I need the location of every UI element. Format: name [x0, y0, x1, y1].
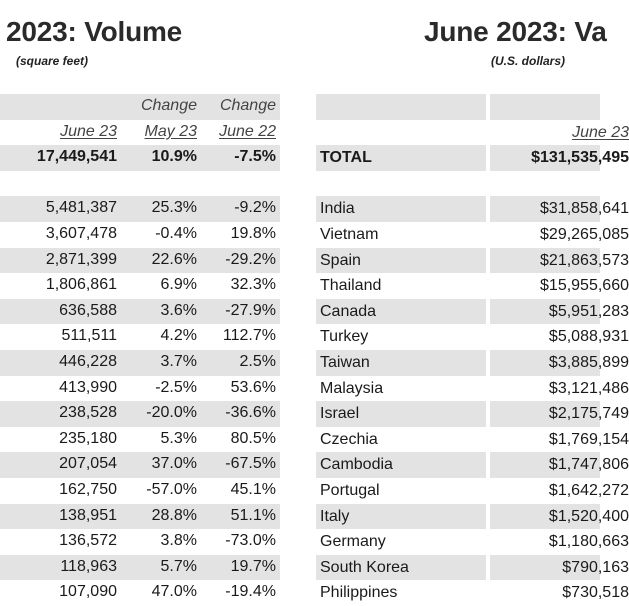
table-row: [0, 273, 280, 299]
yoy-change-cell: -67.5%: [225, 455, 276, 473]
table-row: [316, 427, 629, 453]
value-cell: $5,088,931: [548, 328, 629, 346]
value-subtitle: (U.S. dollars): [491, 54, 566, 68]
value-title: June 2023: Va: [424, 16, 607, 47]
value-cell: $5,951,283: [548, 302, 629, 320]
col-june23-label: June 23: [60, 122, 117, 140]
value-spacer-row: [316, 171, 600, 197]
col-june22-label: June 22: [219, 122, 276, 140]
table-row: [0, 529, 280, 555]
volume-cell: 2,871,399: [45, 250, 117, 268]
volume-cell: 3,607,478: [45, 224, 117, 242]
yoy-change-cell: -73.0%: [225, 532, 276, 550]
country-cell: South Korea: [320, 558, 409, 576]
value-cell: $790,163: [562, 558, 629, 576]
table-row: [316, 452, 629, 478]
value-table: [316, 94, 629, 606]
volume-cell: 118,963: [60, 557, 117, 575]
mom-change-cell: 28.8%: [151, 506, 197, 524]
volume-cell: 207,054: [59, 455, 117, 473]
mom-change-cell: 25.3%: [151, 199, 197, 217]
table-row: [0, 427, 280, 453]
value-cell: $31,858,641: [540, 200, 629, 218]
country-cell: Cambodia: [320, 456, 393, 474]
country-cell: Taiwan: [320, 353, 370, 371]
total-label: TOTAL: [320, 149, 372, 167]
country-cell: Germany: [320, 533, 386, 551]
table-row: [0, 555, 280, 581]
table-row: [316, 222, 629, 248]
volume-cell: 235,180: [59, 429, 117, 447]
table-row: [316, 580, 629, 606]
yoy-change-cell: 45.1%: [230, 480, 276, 498]
volume-cell: 238,528: [59, 404, 117, 422]
change-header-2: Change: [219, 97, 276, 114]
table-row: [0, 350, 280, 376]
total-yoy-change: -7.5%: [234, 148, 276, 166]
table-row: [316, 350, 629, 376]
value-subheader-row: [316, 120, 629, 146]
yoy-change-cell: 19.8%: [230, 224, 276, 242]
value-cell: $1,180,663: [548, 533, 629, 551]
total-mom-change: 10.9%: [151, 148, 197, 166]
volume-cell: 162,750: [59, 480, 117, 498]
table-row: [0, 478, 280, 504]
yoy-change-cell: 32.3%: [230, 276, 276, 294]
yoy-change-cell: 112.7%: [222, 327, 276, 345]
country-cell: Vietnam: [320, 225, 379, 243]
country-cell: India: [320, 200, 355, 218]
table-row: [316, 299, 629, 325]
volume-table: [0, 94, 280, 606]
table-row: [316, 555, 629, 581]
yoy-change-cell: 51.1%: [230, 506, 276, 524]
volume-cell: 413,990: [59, 378, 117, 396]
table-row: [0, 452, 280, 478]
value-header-row: [316, 94, 600, 120]
value-total-row: [316, 145, 629, 171]
table-row: [316, 196, 629, 222]
table-row: [0, 196, 280, 222]
country-cell: Italy: [320, 507, 350, 525]
volume-title: 2023: Volume: [6, 16, 183, 47]
mom-change-cell: -2.5%: [155, 378, 197, 396]
value-cell: $1,520,400: [548, 507, 629, 525]
col-june23-label: June 23: [572, 123, 629, 141]
value-cell: $15,955,660: [540, 277, 629, 295]
country-cell: Philippines: [320, 584, 398, 602]
volume-total-row: [0, 145, 280, 171]
yoy-change-cell: 80.5%: [230, 429, 276, 447]
table-row: [316, 504, 629, 530]
volume-cell: 511,511: [61, 327, 117, 345]
mom-change-cell: 3.6%: [160, 301, 197, 319]
volume-cell: 636,588: [59, 301, 117, 319]
country-cell: Israel: [320, 405, 360, 423]
country-cell: Turkey: [320, 328, 369, 346]
table-row: [0, 248, 280, 274]
mom-change-cell: -57.0%: [146, 480, 197, 498]
volume-subtitle: (square feet): [16, 54, 89, 68]
yoy-change-cell: 19.7%: [230, 557, 276, 575]
value-cell: $2,175,749: [548, 405, 629, 423]
mom-change-cell: 22.6%: [151, 250, 197, 268]
table-row: [316, 478, 629, 504]
value-cell: $21,863,573: [540, 251, 629, 269]
volume-subheader-row: [0, 120, 280, 146]
table-row: [0, 401, 280, 427]
country-cell: Canada: [320, 302, 377, 320]
table-row: [316, 273, 629, 299]
value-cell: $730,518: [562, 584, 629, 602]
total-value: $131,535,495: [531, 149, 629, 167]
country-cell: Thailand: [320, 277, 382, 295]
table-row: [0, 580, 280, 606]
volume-cell: 138,951: [59, 506, 117, 524]
table-row: [0, 376, 280, 402]
table-row: [316, 401, 629, 427]
volume-cell: 1,806,861: [45, 276, 117, 294]
value-cell: $29,265,085: [540, 225, 629, 243]
volume-cell: 107,090: [59, 583, 117, 601]
change-header-1: Change: [140, 97, 197, 114]
volume-spacer-row: [0, 171, 280, 197]
yoy-change-cell: -29.2%: [225, 250, 276, 268]
value-cell: $1,642,272: [548, 481, 629, 499]
mom-change-cell: 6.9%: [160, 276, 197, 294]
yoy-change-cell: -19.4%: [225, 583, 276, 601]
table-row: [0, 324, 280, 350]
table-row: [316, 529, 629, 555]
mom-change-cell: 3.8%: [160, 532, 197, 550]
mom-change-cell: 5.3%: [160, 429, 197, 447]
col-may23-label: May 23: [144, 122, 197, 140]
yoy-change-cell: 53.6%: [230, 378, 276, 396]
mom-change-cell: 3.7%: [160, 352, 197, 370]
total-volume: 17,449,541: [36, 148, 117, 166]
table-row: [0, 299, 280, 325]
mom-change-cell: -20.0%: [146, 404, 197, 422]
country-cell: Czechia: [320, 430, 378, 448]
country-cell: Spain: [320, 251, 361, 269]
table-row: [0, 222, 280, 248]
table-row: [0, 504, 280, 530]
value-cell: $1,747,806: [548, 456, 629, 474]
country-cell: Malaysia: [320, 379, 384, 397]
country-cell: Portugal: [320, 481, 380, 499]
value-cell: $3,885,899: [548, 353, 629, 371]
value-cell: $3,121,486: [548, 379, 629, 397]
table-row: [316, 324, 629, 350]
table-row: [316, 248, 629, 274]
volume-header-row: [0, 94, 280, 120]
volume-cell: 446,228: [59, 352, 117, 370]
volume-cell: 136,572: [59, 532, 117, 550]
yoy-change-cell: 2.5%: [239, 352, 276, 370]
mom-change-cell: -0.4%: [155, 224, 197, 242]
table-row: [316, 376, 629, 402]
yoy-change-cell: -36.6%: [225, 404, 276, 422]
yoy-change-cell: -27.9%: [225, 301, 276, 319]
mom-change-cell: 37.0%: [151, 455, 197, 473]
yoy-change-cell: -9.2%: [234, 199, 276, 217]
volume-cell: 5,481,387: [45, 199, 117, 217]
mom-change-cell: 4.2%: [160, 327, 197, 345]
value-cell: $1,769,154: [548, 430, 629, 448]
mom-change-cell: 5.7%: [160, 557, 197, 575]
mom-change-cell: 47.0%: [151, 583, 197, 601]
